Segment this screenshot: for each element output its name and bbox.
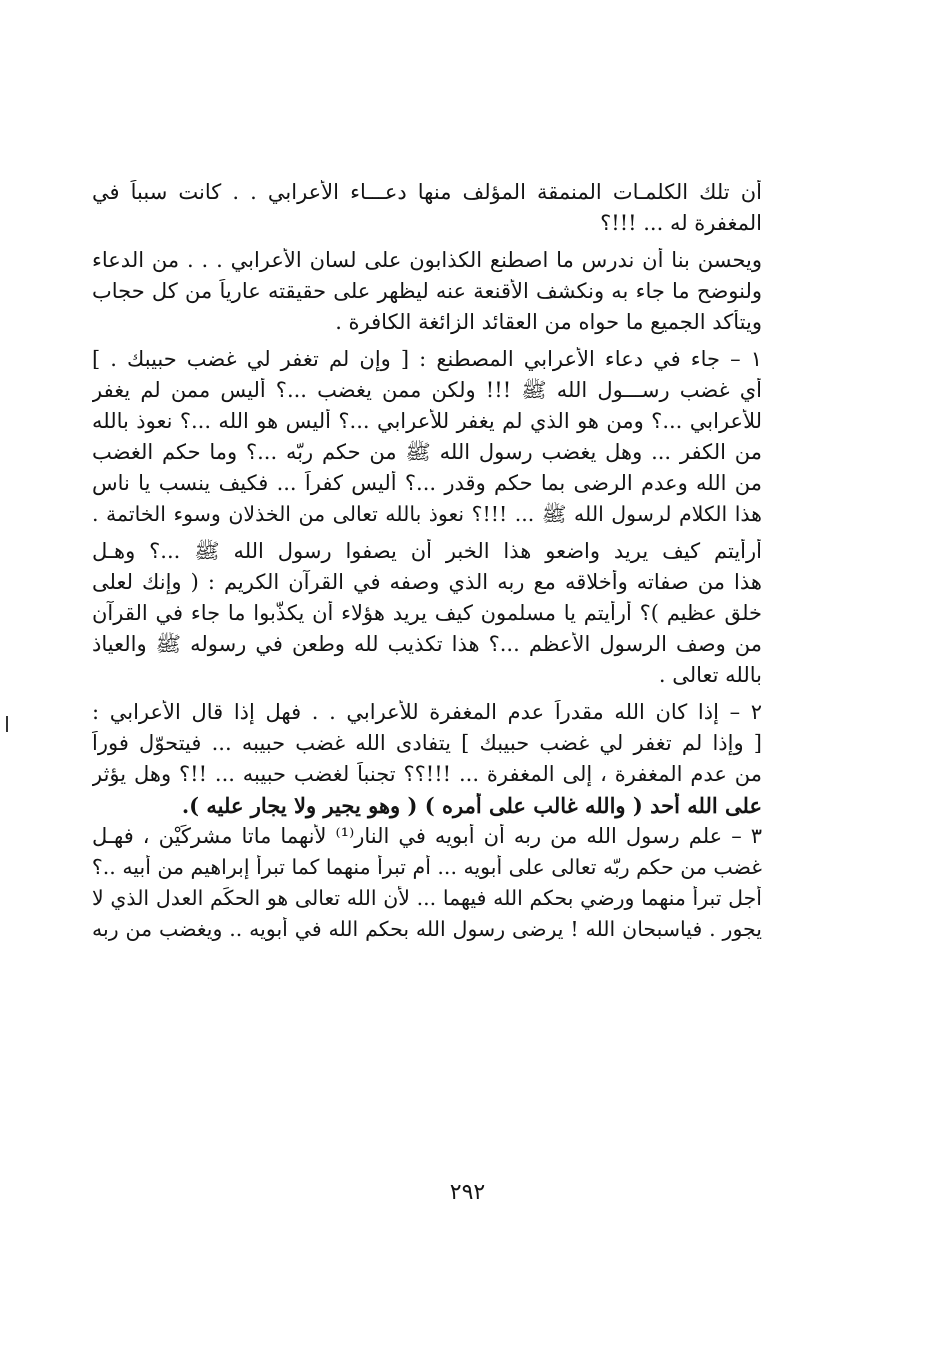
text-line: ولنوضح ما جاء به ونكشف الأقنعة عنه ليظهر على حقيقته عارياً من كل حجاب — [92, 279, 762, 303]
text-line: ٣ – علم رسول الله من ربه أن أبويه في النار⁽¹⁾ لأنهما ماتا مشركَيْن ، فهـل — [92, 824, 762, 848]
text-line: خلق عظيم )؟ أرأيتم يا مسلمون كيف يريد هؤلاء أن يكذّبوا ما جاء في القرآن — [92, 601, 762, 625]
text-line: أرأيتم كيف يريد واضعو هذا الخبر أن يصفوا رسول الله ﷺ ...؟ وهـل — [92, 539, 762, 563]
text-line: ٢ – إذا كان الله مقدراً عدم المغفرة للأعرابي . . فهل إذا قال الأعرابي : — [92, 700, 762, 724]
text-line: من الله وعدم الرضى بما حكم وقدر ...؟ أليس كفراً ... فكيف ينسب يا ناس — [92, 471, 762, 495]
text-line: هذا الكلام لرسول الله ﷺ ... !!!؟ نعوذ بالله تعالى من الخذلان وسوء الخاتمة . — [92, 502, 762, 526]
page-body — [92, 180, 762, 948]
text-line: [ وإذا لم تغفر لي غضب حبيبك ] يتفادى الله غضب حبيبه ... فيتحوّل فوراً — [92, 731, 762, 755]
text-line: بالله تعالى . — [658, 663, 762, 687]
text-line: غضب من حكم ربّه تعالى على أبويه ... أم تبرأ منهما كما تبرأ إبراهيم من أبيه ..؟ — [92, 855, 762, 879]
text-line: من وصف الرسول الأعظم ...؟ هذا تكذيب لله وطعن في رسوله ﷺ والعياذ — [92, 632, 762, 656]
text-line: المغفرة له ... !!!؟ — [600, 211, 762, 235]
text-line: من الكفر ... وهل يغضب رسول الله ﷺ من حكم ربّه ...؟ وما حكم الغضب — [92, 440, 762, 464]
text-line: أجل تبرأ منهما ورضي بحكم الله فيهما ... لأن الله تعالى هو الحكَم العدل الذي لا — [92, 886, 762, 910]
margin-mark — [6, 716, 8, 732]
text-line: ويتأكد الجميع ما حواه من العقائد الزائغة الكافرة . — [335, 310, 762, 334]
text-line: يجور . فياسبحان الله ! يرضى رسول الله بحكم الله في أبويه .. ويغضب من ربه — [92, 917, 762, 941]
text-line: أي غضب رســـول الله ﷺ !!! ولكن ممن يغضب ...؟ أليس ممن لم يغفر — [92, 378, 762, 402]
text-line: أن تلك الكلمـات المنمقة المؤلف منها دعـــاء الأعرابي . . كانت سبباً في — [92, 180, 762, 204]
page-number: ٢٩٢ — [449, 1180, 486, 1205]
text-line: على الله أحد ( والله غالب على أمره ) ( وهو يجير ولا يجار عليه ). — [181, 793, 762, 818]
text-line: ١ – جاء في دعاء الأعرابي المصطنع : [ وإن لم تغفر لي غضب حبيبك . ] — [92, 347, 762, 371]
text-line: من عدم المغفرة ، إلى المغفرة ... !!!؟؟ تجنباً لغضب حبيبه ... !!؟ وهل يؤثر — [92, 762, 762, 786]
text-line: للأعرابي ...؟ ومن هو الذي لم يغفر للأعرابي ...؟ أليس هو الله ...؟ نعوذ بالله — [92, 409, 762, 433]
text-line: ويحسن بنا أن ندرس ما اصطنع الكذابون على لسان الأعرابي . . . من الدعاء — [92, 248, 762, 272]
text-line: هذا من صفاته وأخلاقه مع ربه الذي وصفه في القرآن الكريم : ( وإنك لعلى — [92, 570, 762, 594]
